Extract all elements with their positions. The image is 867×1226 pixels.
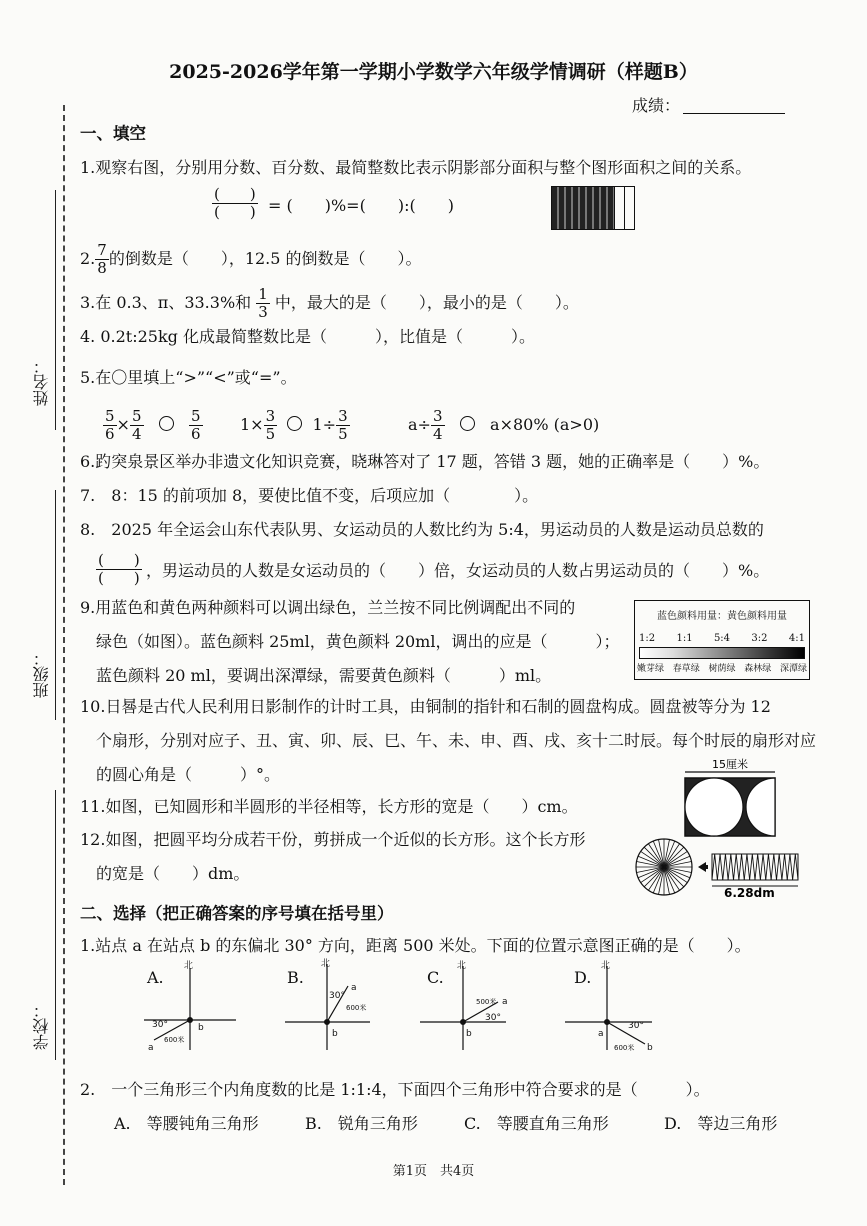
q9-gradient-bar: [639, 647, 805, 659]
svg-text:b: b: [647, 1043, 653, 1053]
q10-text-line3: 的圆心角是（ ）°。: [96, 765, 281, 784]
svg-text:600米: 600米: [346, 1004, 367, 1012]
margin-line: [55, 490, 56, 720]
svg-text:30°: 30°: [628, 1021, 644, 1031]
svg-text:北: 北: [321, 959, 331, 969]
q11-fig-label: 15厘米: [712, 758, 748, 771]
q9-ratio-row: [639, 633, 805, 644]
q12-text-line2: 的宽是（ ）dm。: [96, 864, 250, 883]
q12-text-line1: 12.如图，把圆平均分成若干份，剪拼成一个近似的长方形。这个长方形: [80, 830, 586, 849]
svg-text:a: a: [351, 983, 357, 993]
q1-text: 1.观察右图，分别用分数、百分数、最简整数比表示阴影部分面积与整个图形面积之间的关系。: [80, 158, 752, 177]
q11-figure: [680, 756, 780, 840]
q9-ratio-label: 3:2: [751, 633, 768, 644]
option-d-label[interactable]: D.: [574, 968, 592, 987]
q10-text-line2: 个扇形，分别对应子、丑、寅、卯、辰、巳、午、未、申、酉、戌、亥十二时辰。每个时辰的扇形对应: [96, 731, 817, 750]
q1-shaded-figure: [551, 186, 635, 230]
q9-text-line2: 绿色（如图）。蓝色颜料 25ml，黄色颜料 20ml，调出的应是（ ）；: [96, 632, 620, 651]
page-title: 2025-2026学年第一学期小学数学六年级学情调研（样题B）: [169, 61, 698, 83]
q9-ratio-label: 1:2: [639, 633, 656, 644]
q1-equation[interactable]: = ( )%=( ):( ): [268, 196, 454, 215]
q12-figure: [632, 834, 802, 900]
q9-color-name: 深潭绿: [779, 664, 807, 674]
option-b-label[interactable]: B.: [287, 968, 304, 987]
q4-text: 4. 0.2t:25kg 化成最简整数比是（ ），比值是（ ）。: [80, 327, 536, 346]
q9-color-name: 春草绿: [672, 664, 700, 674]
q12-divided-circle: [636, 839, 692, 895]
q12-rectangle-teeth: [712, 854, 798, 880]
svg-text:a: a: [148, 1043, 154, 1053]
compare-circle[interactable]: [159, 416, 174, 431]
q8-text-line1: 8. 2025 年全运会山东代表队男、女运动员的人数比约为 5:4，男运动员的人数是运动员总数的: [80, 520, 764, 539]
arrow-icon: [698, 862, 708, 872]
option-a-label[interactable]: A.: [147, 968, 164, 987]
s2-q2-text: 2. 一个三角形三个内角度数的比是 1:1:4，下面四个三角形中符合要求的是（ ）。: [80, 1080, 710, 1099]
svg-text:北: 北: [184, 961, 194, 971]
q5-compare-a: $\frac{5}{6}$ × $\frac{5}{4}$ $\frac{5}{6}$: [105, 407, 201, 443]
q6-text: 6.趵突泉景区举办非遗文化知识竞赛，晓琳答对了 17 题，答错 3 题，她的正确率是（ ）%。: [80, 452, 770, 471]
page-footer: 第1页 共4页: [392, 1164, 475, 1179]
q9-ratio-label: 1:1: [676, 633, 693, 644]
section-choice: 二、选择（把正确答案的序号填在括号里）: [80, 904, 394, 923]
q12-fig-label: 6.28dm: [724, 886, 775, 900]
s2-q2-option-a[interactable]: A. 等腰钝角三角形: [114, 1114, 259, 1133]
q7-text: 7. 8：15 的前项加 8，要使比值不变，后项应加（ ）。: [80, 486, 539, 505]
svg-text:30°: 30°: [485, 1013, 501, 1023]
q3-text: 3.在 0.3、π、33.3%和 $\frac{1}{3}$ 中，最大的是（ ），最小的是（ ）。: [80, 285, 579, 321]
class-label: 班级：: [32, 650, 51, 698]
compass-options: [140, 958, 680, 1058]
q1-fraction-blank[interactable]: $\frac{( )}{( )}$: [214, 185, 256, 221]
q9-color-name: 嫩芽绿: [637, 664, 665, 674]
compass-a: [144, 959, 236, 1053]
option-c-label[interactable]: C.: [427, 968, 444, 987]
svg-text:600米: 600米: [164, 1036, 185, 1044]
cut-line: [63, 105, 65, 1185]
svg-text:a: a: [598, 1029, 604, 1039]
q5-compare-b: 1× $\frac{3}{5}$ 1÷ $\frac{3}{5}$: [240, 407, 348, 443]
q9-ratio-label: 5:4: [713, 633, 731, 644]
q10-text-line1: 10.日晷是古代人民利用日影制作的计时工具，由铜制的指针和石制的圆盘构成。圆盘被等分为 12: [80, 697, 771, 716]
compare-circle[interactable]: [287, 416, 302, 431]
margin-line: [55, 190, 56, 430]
svg-text:b: b: [466, 1029, 472, 1039]
svg-text:30°: 30°: [152, 1020, 168, 1030]
s2-q2-option-b[interactable]: B. 锐角三角形: [305, 1114, 418, 1133]
q9-text-line3: 蓝色颜料 20 ml，要调出深潭绿，需要黄色颜料（ ）ml。: [96, 666, 552, 685]
name-label: 姓名：: [32, 358, 51, 406]
compass-b: [285, 958, 370, 1050]
q9-color-name: 森林绿: [744, 664, 772, 674]
s2-q2-option-c[interactable]: C. 等腰直角三角形: [464, 1114, 609, 1133]
section-fill-blank: 一、填空: [80, 124, 146, 143]
score-blank[interactable]: [683, 113, 785, 114]
q9-fig-heading: 蓝色颜料用量：黄色颜料用量: [657, 611, 787, 622]
q9-text-line1: 9.用蓝色和黄色两种颜料可以调出绿色，兰兰按不同比例调配出不同的: [80, 598, 576, 617]
q9-color-name: 树荫绿: [708, 664, 736, 674]
compass-d: [565, 959, 653, 1053]
q9-color-ratio-figure: [634, 600, 810, 680]
q8-text-line2: ，男运动员的人数是女运动员的（ ）倍，女运动员的人数占男运动员的（ ）%。: [146, 561, 770, 580]
svg-text:a: a: [502, 997, 508, 1007]
q11-circle: [685, 778, 743, 836]
svg-text:b: b: [332, 1029, 338, 1039]
school-label: 学校：: [32, 1002, 51, 1050]
q11-text: 11.如图，已知圆形和半圆形的半径相等，长方形的宽是（ ）cm。: [80, 797, 578, 816]
s2-q2-option-d[interactable]: D. 等边三角形: [664, 1114, 778, 1133]
s2-q1-text: 1.站点 a 在站点 b 的东偏北 30° 方向，距离 500 米处。下面的位置示意图正确的是（ ）。: [80, 936, 751, 955]
svg-text:北: 北: [457, 961, 467, 971]
svg-text:500米: 500米: [476, 998, 497, 1006]
svg-text:北: 北: [601, 961, 611, 971]
svg-text:600米: 600米: [614, 1044, 635, 1052]
compare-circle[interactable]: [460, 416, 475, 431]
q8-fraction-blank[interactable]: $\frac{( )}{( )}$: [98, 551, 140, 587]
compass-c: [420, 959, 508, 1050]
q5-text: 5.在〇里填上“>”“<”或“=”。: [80, 368, 297, 387]
svg-text:30°: 30°: [329, 991, 345, 1001]
q5-compare-c: a÷ $\frac{3}{4}$ a×80% (a>0): [408, 407, 600, 443]
score-label: 成绩：: [632, 96, 681, 115]
q2-text: 2. $\frac{7}{8}$ 的倒数是（ ），12.5 的倒数是（ ）。: [80, 241, 422, 277]
margin-line: [55, 790, 56, 1060]
q9-ratio-label: 4:1: [788, 633, 805, 644]
svg-text:b: b: [198, 1023, 204, 1033]
q9-name-row: [637, 661, 807, 674]
